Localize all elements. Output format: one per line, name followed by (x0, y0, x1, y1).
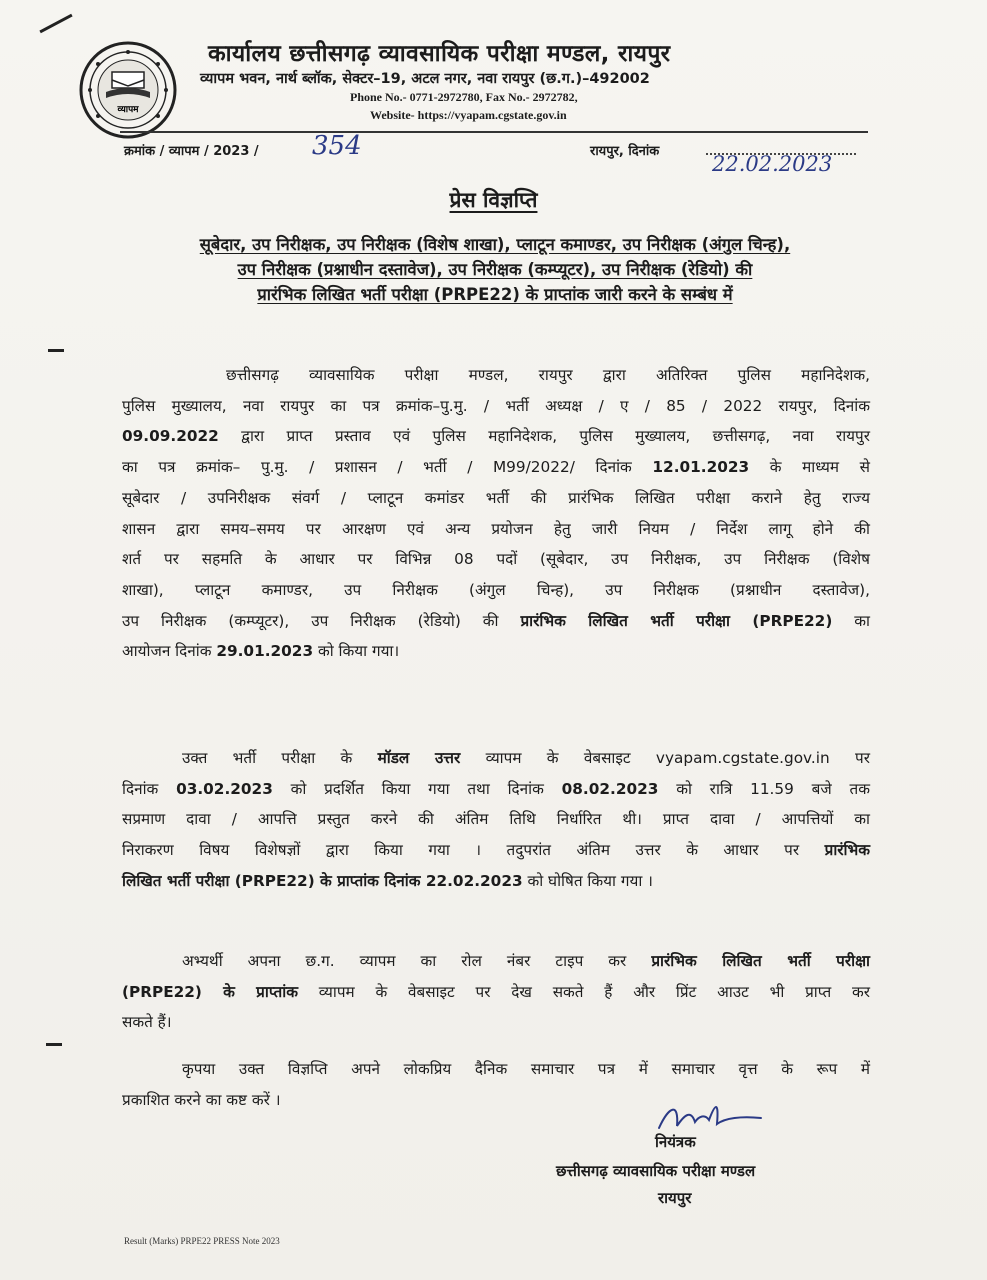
punch-mark (46, 1043, 62, 1046)
scan-mark (39, 14, 72, 34)
press-release-heading: प्रेस विज्ञप्ति (449, 188, 538, 212)
org-website: Website- https://vyapam.cgstate.gov.in (370, 108, 567, 122)
signatory-city: रायपुर (658, 1189, 692, 1207)
footer-note: Result (Marks) PRPE22 PRESS Note 2023 (124, 1236, 280, 1246)
paragraph-1: छत्तीसगढ़ व्यावसायिक परीक्षा मण्डल, रायपुर द्वारा अतिरिक्त पुलिस महानिदेशक, पुलिस मुख्यालय, नवा रायपुर का पत्र क्रमांक–पु.मु. / भर्ती अध्यक्ष / ए / 85 / 2022 रायपुर, दिनांक 09.09.2022 द्वारा प्राप्त प्रस्ताव एवं पुलिस महानिदेशक, पुलिस मुख्यालय, छत्तीसगढ़, नवा रायपुर का पत्र क्रमांक– पु.मु. / प्रशासन / भर्ती / M99/2022/ दिनांक 12.01.2023 के माध्यम से सूबेदार / उपनिरीक्षक संवर्ग / प्लाटून कमांडर भर्ती की प्रारंभिक लिखित परीक्षा कराने हेतु राज्य शासन द्वारा समय–समय पर आरक्षण एवं अन्य प्रयोजन हेतु जारी नियम / निर्देश लागू होने की शर्त पर सहमति के आधार पर विभिन्न 08 पदों (सूबेदार, उप निरीक्षक, उप निरीक्षक (विशेष शाखा), प्लाटून कमाण्डर, उप निरीक्षक (अंगुल चिन्ह), उप निरीक्षक (प्रश्नाधीन दस्तावेज), उप निरीक्षक (कम्प्यूटर), उप निरीक्षक (रेडियो) की प्रारंभिक लिखित भर्ती परीक्षा (PRPE22) का आयोजन दिनांक 29.01.2023 को किया गया। (122, 366, 871, 661)
paragraph-4: कृपया उक्त विज्ञप्ति अपने लोकप्रिय दैनिक समाचार पत्र में समाचार वृत्त के रूप में प्रकाशित करने का कष्ट करें । (122, 1060, 870, 1109)
signatory-org: छत्तीसगढ़ व्यावसायिक परीक्षा मण्डल (556, 1162, 756, 1180)
handwritten-signature (655, 1096, 765, 1136)
subject-line: उप निरीक्षक (प्रश्नाधीन दस्तावेज), उप निरीक्षक (कम्प्यूटर), उप निरीक्षक (रेडियो) की (237, 260, 753, 279)
paragraph-2: उक्त भर्ती परीक्षा के मॉडल उत्तर व्यापम के वेबसाइट vyapam.cgstate.gov.in पर दिनांक 03.02.2023 को प्रदर्शित किया गया तथा दिनांक 08.02.2023 को रात्रि 11.59 बजे तक सप्रमाण दावा / आपत्ति प्रस्तुत करने की अंतिम तिथि निर्धारित थी। प्राप्त दावा / आपत्तियों का निराकरण विषय विशेषज्ञों द्वारा किया गया । तदुपरांत अंतिम उत्तर के आधार पर प्रारंभिक लिखित भर्ती परीक्षा (PRPE22) के प्राप्तांक दिनांक 22.02.2023 को घोषित किया गया । (122, 749, 870, 890)
org-address: व्यापम भवन, नार्थ ब्लॉक, सेक्टर–19, अटल नगर, नवा रायपुर (छ.ग.)–492002 (200, 71, 650, 87)
reference-number-handwritten: 354 (312, 131, 362, 161)
letterhead-rule (120, 131, 868, 133)
subject-block (110, 232, 880, 307)
date-label: रायपुर, दिनांक (590, 144, 660, 159)
signatory-title: नियंत्रक (655, 1133, 696, 1151)
subject-line: प्रारंभिक लिखित भर्ती परीक्षा (PRPE22) के प्राप्तांक जारी करने के सम्बंध में (257, 285, 733, 304)
org-contact: Phone No.- 0771-2972780, Fax No.- 2972782, (350, 90, 578, 104)
svg-text:व्यापम: व्यापम (117, 105, 139, 115)
subject-line: सूबेदार, उप निरीक्षक, उप निरीक्षक (विशेष शाखा), प्लाटून कमाण्डर, उप निरीक्षक (अंगुल चिन्ह), (199, 235, 791, 254)
org-name: कार्यालय छत्तीसगढ़ व्यावसायिक परीक्षा मण्डल, रायपुर (208, 41, 671, 67)
paragraph-3: अभ्यर्थी अपना छ.ग. व्यापम का रोल नंबर टाइप कर प्रारंभिक लिखित भर्ती परीक्षा (PRPE22) के प्राप्तांक व्यापम के वेबसाइट पर देख सकते हैं और प्रिंट आउट भी प्राप्त कर सकते हैं। (122, 952, 870, 1032)
date-handwritten: 22.02.2023 (712, 152, 833, 176)
punch-mark (48, 349, 64, 352)
reference-label: क्रमांक / व्यापम / 2023 / (124, 144, 259, 159)
vyapam-logo (78, 40, 178, 140)
